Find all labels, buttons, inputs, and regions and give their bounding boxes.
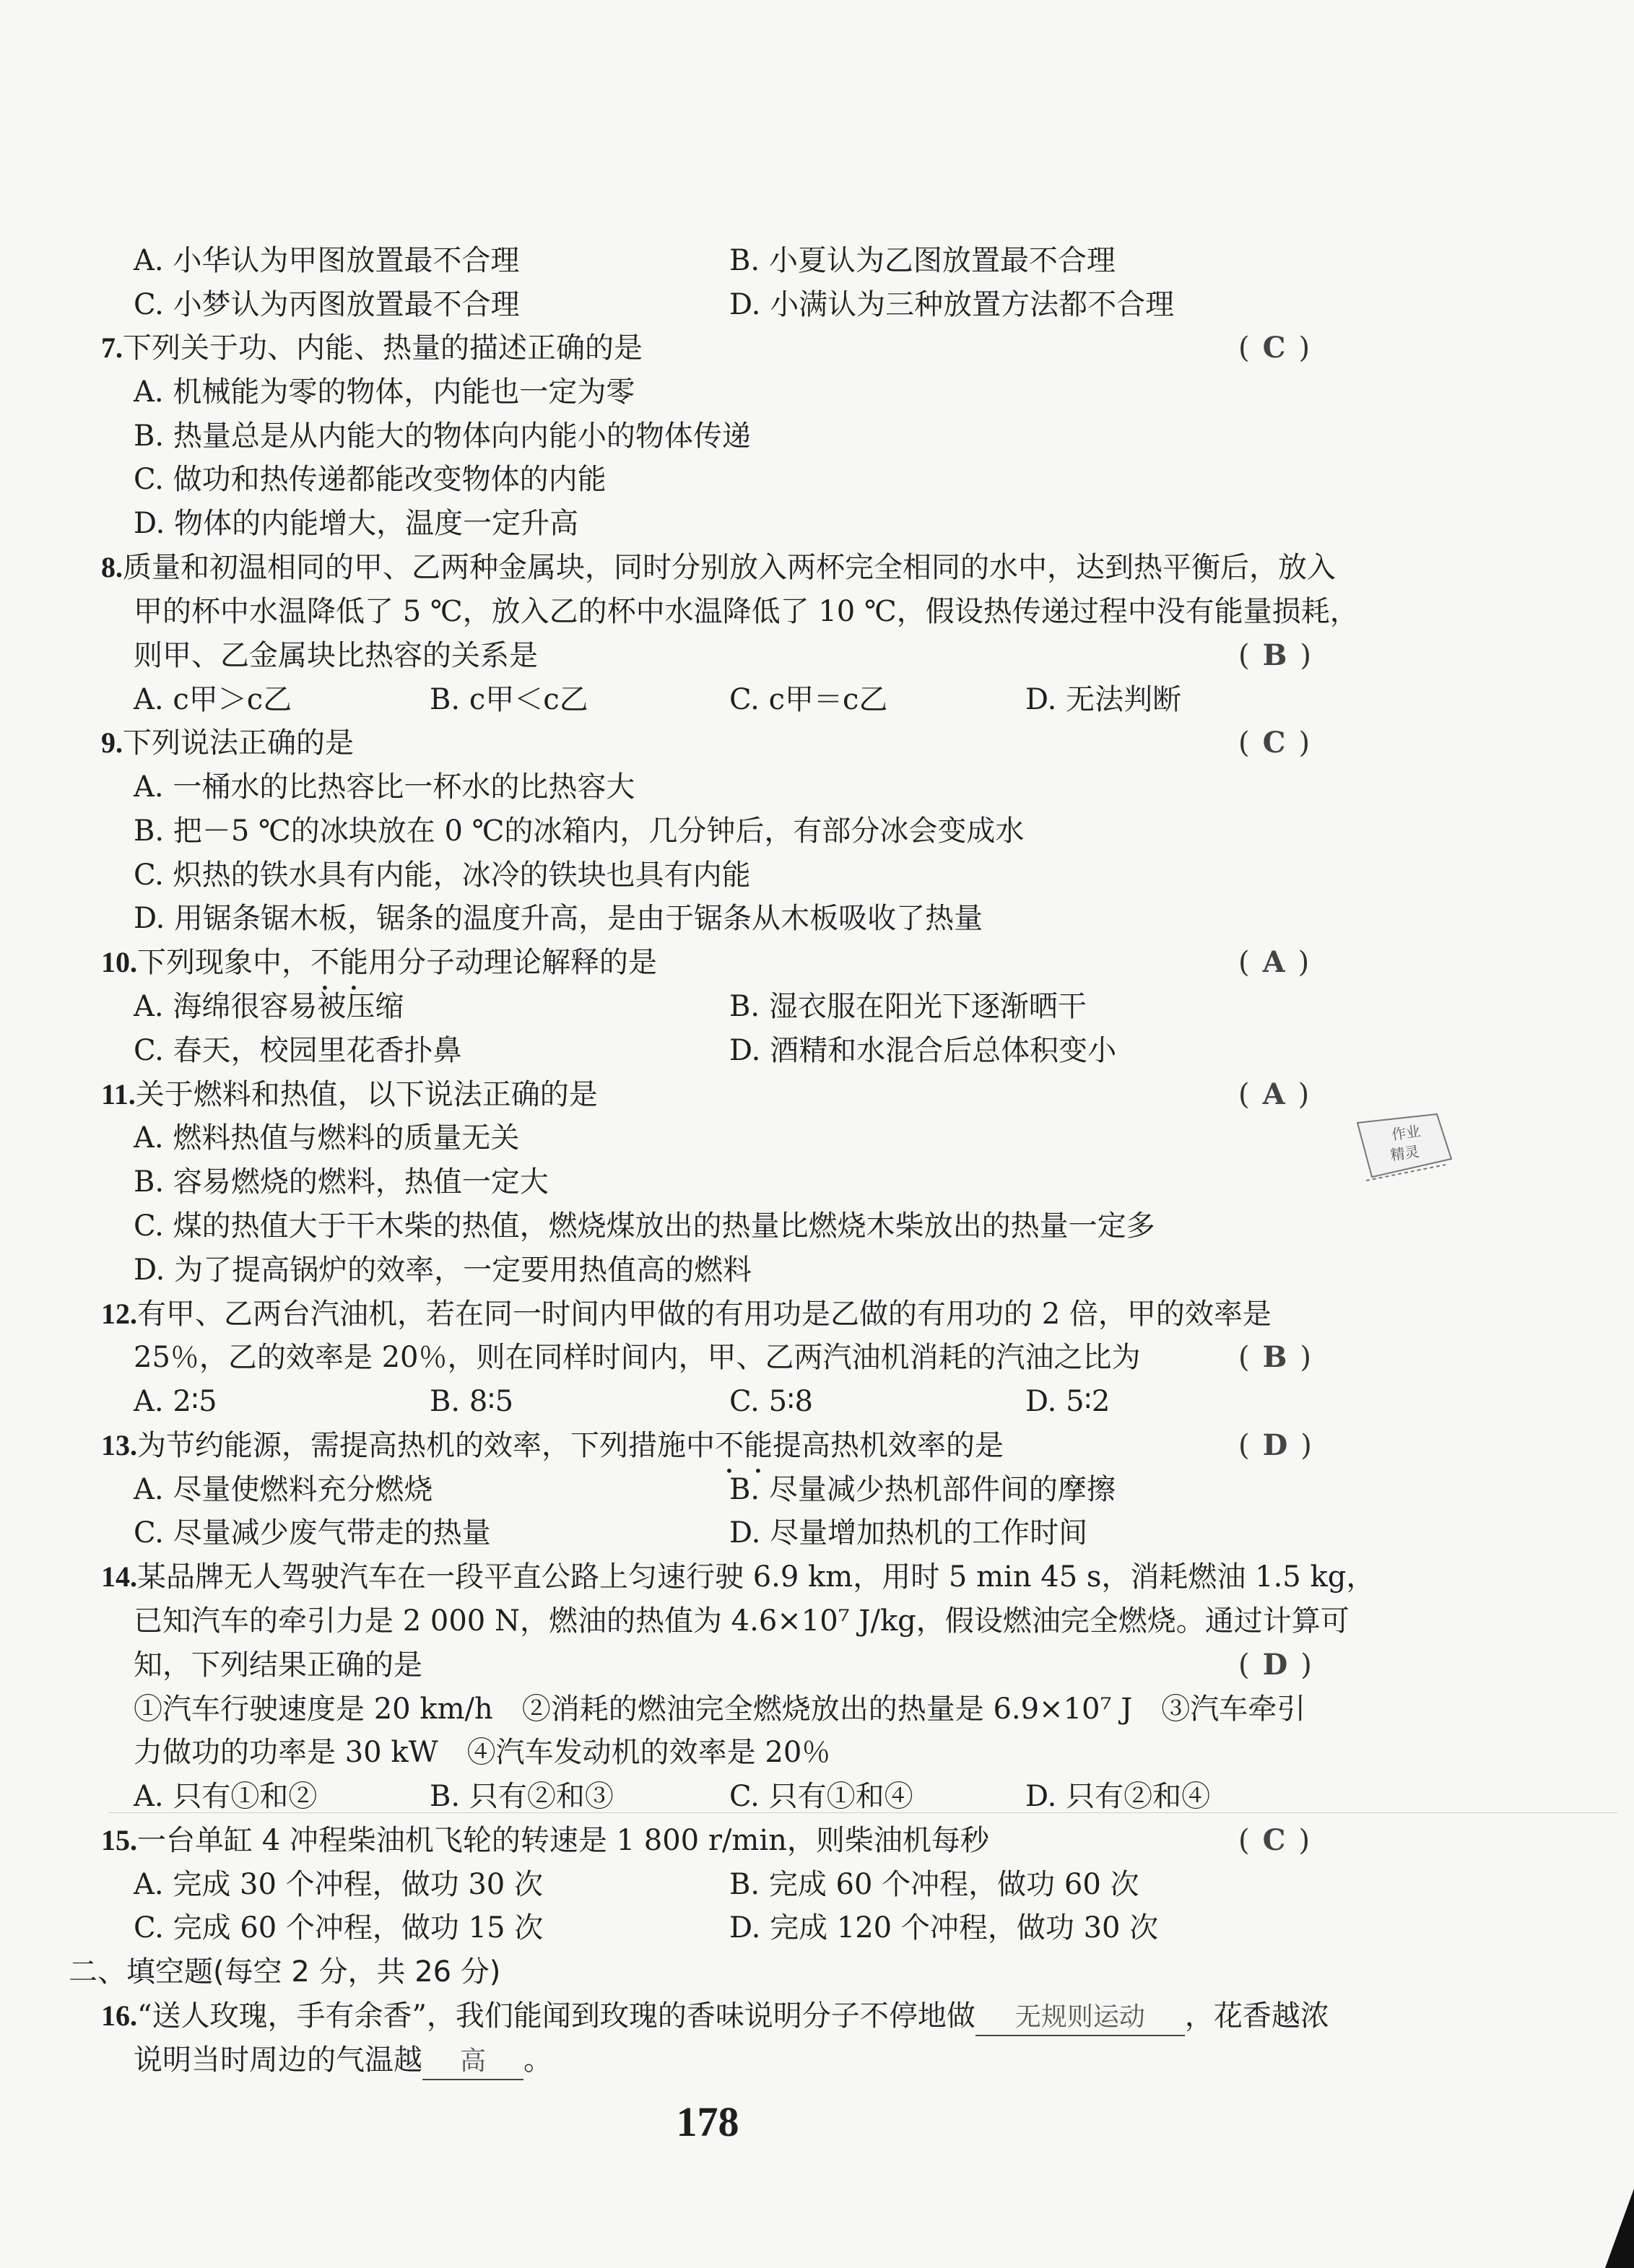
question-14-stem-3: 知，下列结果正确的是 (134, 1648, 422, 1682)
answer-10: (A) (1238, 945, 1323, 979)
question-11-stem: 11.关于燃料和热值，以下说法正确的是 (101, 1078, 598, 1111)
q7-option-d: D. 物体的内能增大，温度一定升高 (134, 507, 579, 540)
question-14-items-1: ①汽车行驶速度是 20 km/h ②消耗的燃油完全燃烧放出的热量是 6.9×10⁷ J ③汽车牵引 (134, 1693, 1306, 1726)
question-12-stem-2: 25％，乙的效率是 20％，则在同样时间内，甲、乙两汽油机消耗的汽油之比为 (134, 1341, 1141, 1374)
answer-7: (C) (1238, 331, 1324, 365)
q6-option-a: A. 小华认为甲图放置最不合理 (134, 244, 520, 277)
answer-8: (B) (1238, 638, 1325, 672)
homework-stamp-logo (1350, 1108, 1459, 1191)
q15-option-d: D. 完成 120 个冲程，做功 30 次 (729, 1911, 1159, 1945)
question-number: 11. (101, 1078, 136, 1111)
answer-13: (D) (1238, 1428, 1325, 1462)
q9-option-b: B. 把－5 ℃的冰块放在 0 ℃的冰箱内，几分钟后，有部分冰会变成水 (134, 814, 1025, 848)
q15-option-c: C. 完成 60 个冲程，做功 15 次 (134, 1911, 544, 1945)
stamp-text-1: 作业 (1390, 1122, 1422, 1144)
question-15-stem: 15.一台单缸 4 冲程柴油机飞轮的转速是 1 800 r/min，则柴油机每秒 (101, 1824, 989, 1857)
q11-option-a: A. 燃料热值与燃料的质量无关 (134, 1121, 520, 1155)
stamp-text-2: 精灵 (1389, 1142, 1420, 1164)
question-7-stem: 7.下列关于功、内能、热量的描述正确的是 (101, 331, 643, 365)
question-number: 16. (101, 1999, 137, 2032)
q8-option-b: B. c甲＜c乙 (430, 683, 588, 716)
question-16-line-1: 16.“送人玫瑰，手有余香”，我们能闻到玫瑰的香味说明分子不停地做 无规则运动 ，花香越浓 (101, 1999, 1329, 2036)
q12-option-d: D. 5∶2 (1025, 1385, 1111, 1418)
question-9-stem: 9.下列说法正确的是 (101, 726, 354, 760)
question-10-stem: 10.下列现象中，不能用分子动理论解释的是 (101, 946, 657, 979)
emphasis-text: 不能 (310, 946, 368, 979)
section-heading-fill-in: 二、填空题(每空 2 分，共 26 分) (69, 1955, 501, 1989)
q9-option-d: D. 用锯条锯木板，锯条的温度升高，是由于锯条从木板吸收了热量 (134, 902, 983, 935)
q6-option-d: D. 小满认为三种放置方法都不合理 (729, 288, 1175, 321)
answer-14: (D) (1238, 1648, 1325, 1682)
question-number: 7. (101, 331, 123, 364)
q12-option-b: B. 8∶5 (430, 1385, 514, 1418)
q14-option-a: A. 只有①和② (134, 1780, 318, 1813)
question-8-stem-1: 8.质量和初温相同的甲、乙两种金属块，同时分别放入两杯完全相同的水中，达到热平衡后，放入 (101, 551, 1336, 584)
answer-blank-2[interactable]: 高 (422, 2044, 523, 2080)
q8-option-c: C. c甲＝c乙 (729, 683, 888, 716)
question-number: 12. (101, 1298, 137, 1330)
q10-option-d: D. 酒精和水混合后总体积变小 (729, 1034, 1117, 1067)
question-8-stem-3: 则甲、乙金属块比热容的关系是 (134, 639, 538, 672)
q11-option-c: C. 煤的热值大于干木柴的热值，燃烧煤放出的热量比燃烧木柴放出的热量一定多 (134, 1209, 1155, 1243)
answer-12: (B) (1238, 1340, 1325, 1374)
question-14-stem-2: 已知汽车的牵引力是 2 000 N，燃油的热值为 4.6×10⁷ J/kg，假设燃油完全燃烧。通过计算可 (134, 1604, 1350, 1638)
q13-option-b: B. 尽量减少热机部件间的摩擦 (729, 1473, 1116, 1506)
answer-11: (A) (1238, 1077, 1323, 1111)
q10-option-a: A. 海绵很容易被压缩 (134, 990, 404, 1023)
q13-option-a: A. 尽量使燃料充分燃烧 (134, 1473, 433, 1506)
q7-option-a: A. 机械能为零的物体，内能也一定为零 (134, 375, 635, 409)
q14-option-c: C. 只有①和④ (729, 1780, 913, 1813)
q10-option-c: C. 春天，校园里花香扑鼻 (134, 1034, 462, 1067)
q13-option-c: C. 尽量减少废气带走的热量 (134, 1516, 491, 1550)
faint-divider (108, 1812, 1617, 1813)
q8-option-d: D. 无法判断 (1025, 683, 1182, 716)
q11-option-b: B. 容易燃烧的燃料，热值一定大 (134, 1165, 549, 1199)
answer-15: (C) (1238, 1823, 1324, 1857)
q11-option-d: D. 为了提高锅炉的效率，一定要用热值高的燃料 (134, 1254, 752, 1287)
q12-option-a: A. 2∶5 (134, 1385, 217, 1418)
q7-option-c: C. 做功和热传递都能改变物体的内能 (134, 463, 607, 496)
q15-option-a: A. 完成 30 个冲程，做功 30 次 (134, 1868, 543, 1901)
q15-option-b: B. 完成 60 个冲程，做功 60 次 (729, 1868, 1139, 1901)
question-14-stem-1: 14.某品牌无人驾驶汽车在一段平直公路上匀速行驶 6.9 km，用时 5 min 45 s，消耗燃油 1.5 kg， (101, 1560, 1376, 1594)
q8-option-a: A. c甲＞c乙 (134, 683, 292, 716)
q12-option-c: C. 5∶8 (729, 1385, 813, 1418)
q14-option-d: D. 只有②和④ (1025, 1780, 1211, 1813)
question-number: 15. (101, 1824, 137, 1856)
answer-blank-1[interactable]: 无规则运动 (975, 2000, 1185, 2036)
question-8-stem-2: 甲的杯中水温降低了 5 ℃，放入乙的杯中水温降低了 10 ℃，假设热传递过程中没有能量损耗， (134, 595, 1359, 628)
q9-option-c: C. 炽热的铁水具有内能，冰冷的铁块也具有内能 (134, 859, 751, 892)
q6-option-c: C. 小梦认为丙图放置最不合理 (134, 288, 520, 321)
question-16-line-2: 说明当时周边的气温越 高 。 (134, 2043, 552, 2080)
question-number: 10. (101, 946, 137, 978)
q13-option-d: D. 尽量增加热机的工作时间 (729, 1516, 1088, 1550)
question-13-stem: 13.为节约能源，需提高热机的效率，下列措施中不能提高热机效率的是 (101, 1429, 1004, 1462)
page-number: 178 (676, 2098, 739, 2145)
question-number: 14. (101, 1560, 137, 1593)
question-number: 13. (101, 1429, 137, 1461)
q6-option-b: B. 小夏认为乙图放置最不合理 (729, 244, 1116, 277)
q9-option-a: A. 一桶水的比热容比一杯水的比热容大 (134, 770, 635, 804)
q14-option-b: B. 只有②和③ (430, 1780, 614, 1813)
question-number: 8. (101, 551, 123, 583)
question-12-stem-1: 12.有甲、乙两台汽油机，若在同一时间内甲做的有用功是乙做的有用功的 2 倍，甲的效率是 (101, 1298, 1272, 1331)
q10-option-b: B. 湿衣服在阳光下逐渐晒干 (729, 990, 1087, 1023)
corner-mark (1605, 2189, 1634, 2268)
emphasis-text: 不能 (715, 1429, 773, 1462)
answer-9: (C) (1238, 726, 1324, 760)
q7-option-b: B. 热量总是从内能大的物体向内能小的物体传递 (134, 420, 751, 453)
question-14-items-2: 力做功的功率是 30 kW ④汽车发动机的效率是 20％ (134, 1736, 831, 1769)
question-number: 9. (101, 726, 123, 759)
